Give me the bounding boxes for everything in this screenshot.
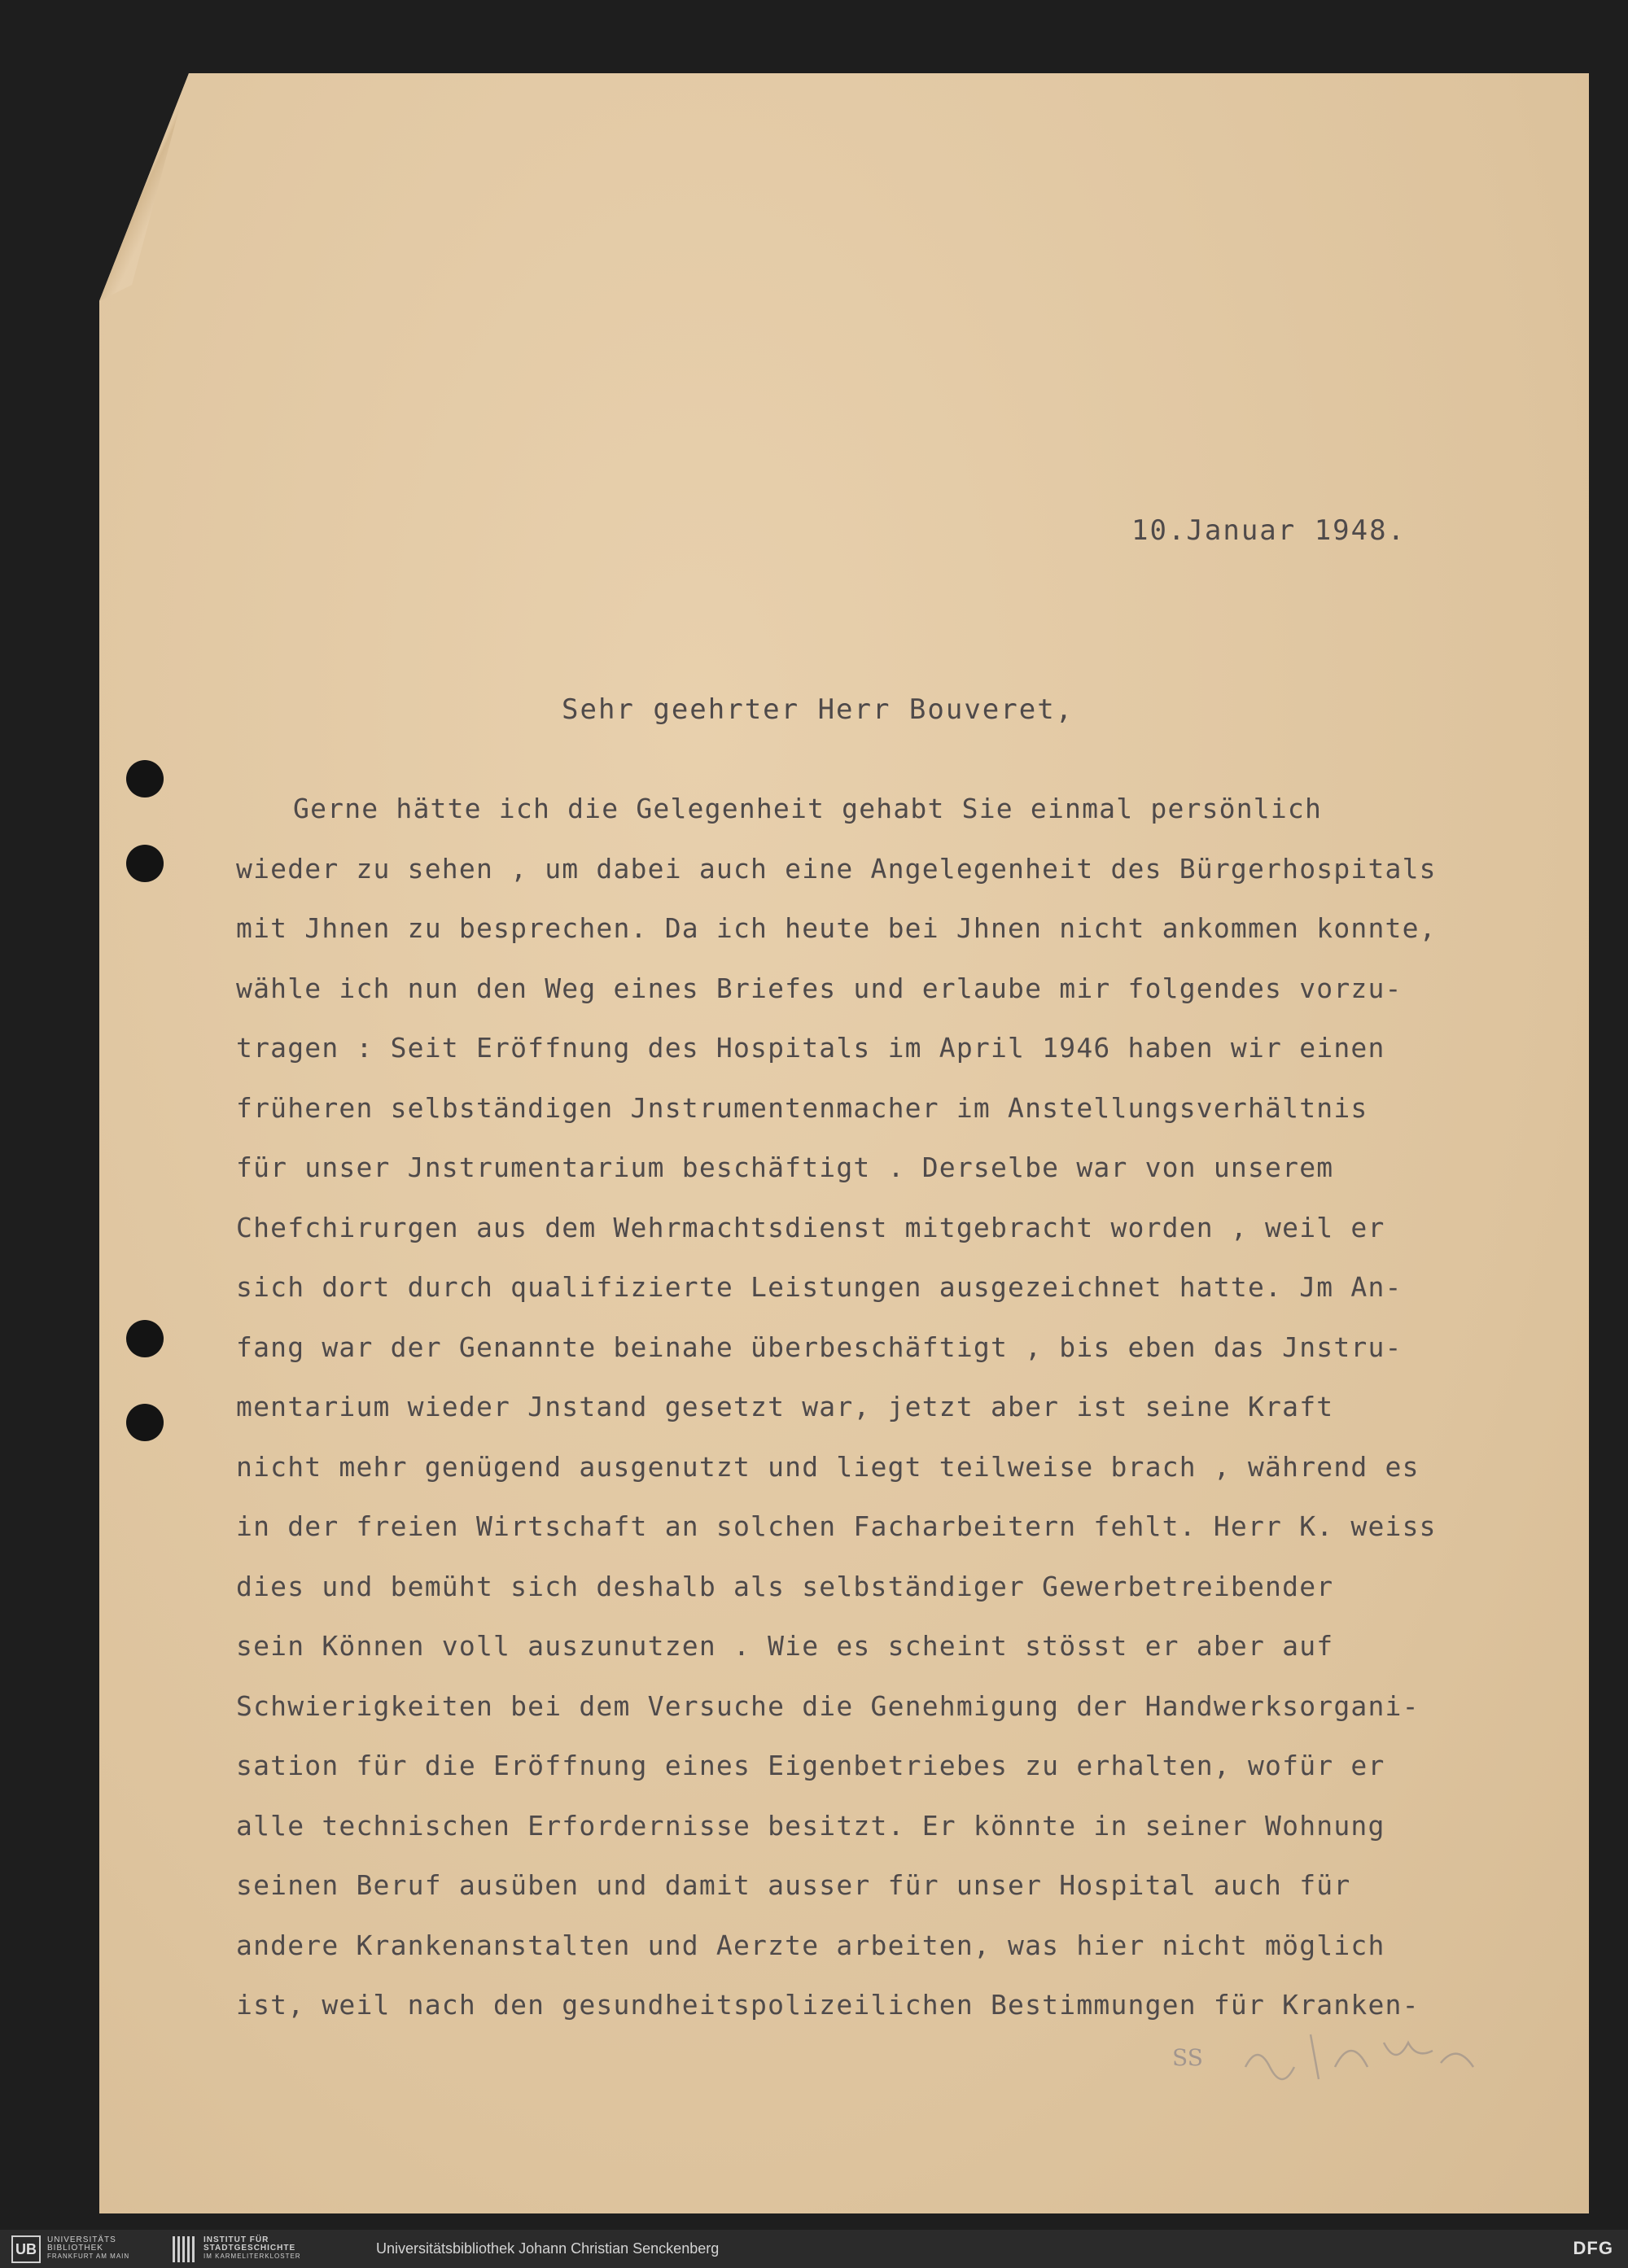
body-line: wähle ich nun den Weg eines Briefes und erlaube mir folgendes vorzu- bbox=[236, 972, 1403, 1004]
institute-logo-icon bbox=[173, 2236, 197, 2262]
body-line: ist, weil nach den gesundheitspolizeilichen Bestimmungen für Kranken- bbox=[236, 1989, 1420, 2021]
body-line: in der freien Wirtschaft an solchen Facharbeitern fehlt. Herr K. weiss bbox=[236, 1510, 1437, 1542]
institute-name bbox=[204, 2236, 301, 2261]
body-line: Gerne hätte ich die Gelegenheit gehabt Sie einmal persönlich bbox=[293, 793, 1323, 824]
body-line: sation für die Eröffnung eines Eigenbetriebes zu erhalten, wofür er bbox=[236, 1750, 1385, 1781]
punch-hole-1 bbox=[126, 760, 164, 798]
dfg-logo: DFG bbox=[1573, 2238, 1613, 2258]
body-line: andere Krankenanstalten und Aerzte arbeiten, was hier nicht möglich bbox=[236, 1929, 1385, 1961]
ub-logo: UB bbox=[11, 2235, 41, 2263]
pencil-annotation: SS bbox=[1172, 2044, 1203, 2071]
body-line: wieder zu sehen , um dabei auch eine Angelegenheit des Bürgerhospitals bbox=[236, 852, 1437, 885]
body-line: sein Können voll auszunutzen . Wie es scheint stösst er aber auf bbox=[236, 1630, 1334, 1662]
body-line: seinen Beruf ausüben und damit ausser für unser Hospital auch für bbox=[236, 1869, 1351, 1901]
body-line: mentarium wieder Jnstand gesetzt war, jetzt aber ist seine Kraft bbox=[236, 1391, 1334, 1422]
ub-name-line: BIBLIOTHEK bbox=[47, 2244, 103, 2253]
institute-name-line: IM KARMELITERKLOSTER bbox=[204, 2253, 301, 2260]
body-line: nicht mehr genügend ausgenutzt und liegt teilweise brach , während es bbox=[236, 1450, 1420, 1483]
punch-hole-4 bbox=[126, 1404, 164, 1441]
library-caption: Universitätsbibliothek Johann Christian Senckenberg bbox=[376, 2240, 720, 2257]
punch-hole-2 bbox=[126, 845, 164, 882]
body-line: tragen : Seit Eröffnung des Hospitals im April 1946 haben wir einen bbox=[236, 1032, 1385, 1064]
body-line: alle technischen Erfordernisse besitzt. Er könnte in seiner Wohnung bbox=[236, 1809, 1385, 1842]
body-line: früheren selbständigen Jnstrumentenmacher im Anstellungsverhältnis bbox=[236, 1091, 1368, 1124]
punch-hole-3 bbox=[126, 1320, 164, 1357]
body-line: für unser Jnstrumentarium beschäftigt . Derselbe war von unserem bbox=[236, 1151, 1334, 1183]
body-line: Schwierigkeiten bei dem Versuche die Genehmigung der Handwerksorgani- bbox=[236, 1689, 1420, 1722]
institute-name-line: STADTGESCHICHTE bbox=[204, 2244, 296, 2253]
ub-name bbox=[47, 2236, 129, 2261]
ub-name-line: FRANKFURT AM MAIN bbox=[47, 2253, 130, 2260]
body-line: fang war der Genannte beinahe überbeschäftigt , bis eben das Jnstru- bbox=[236, 1331, 1403, 1363]
pencil-scribble bbox=[1237, 2018, 1498, 2091]
body-line: sich dort durch qualifizierte Leistungen ausgezeichnet hatte. Jm An- bbox=[236, 1271, 1403, 1303]
ub-name-line: UNIVERSITÄTS bbox=[47, 2235, 116, 2244]
letter-body bbox=[236, 779, 1571, 2035]
letter-salutation: Sehr geehrter Herr Bouveret, bbox=[562, 693, 1074, 726]
body-line: mit Jhnen zu besprechen. Da ich heute bei Jhnen nicht ankommen konnte, bbox=[236, 912, 1437, 944]
body-line: dies und bemüht sich deshalb als selbständiger Gewerbetreibender bbox=[236, 1570, 1334, 1602]
letter-date: 10.Januar 1948. bbox=[1131, 514, 1407, 547]
institute-name-line: INSTITUT FÜR bbox=[204, 2235, 269, 2244]
viewer-footer bbox=[0, 2230, 1628, 2268]
body-line: Chefchirurgen aus dem Wehrmachtsdienst mitgebracht worden , weil er bbox=[236, 1211, 1385, 1243]
